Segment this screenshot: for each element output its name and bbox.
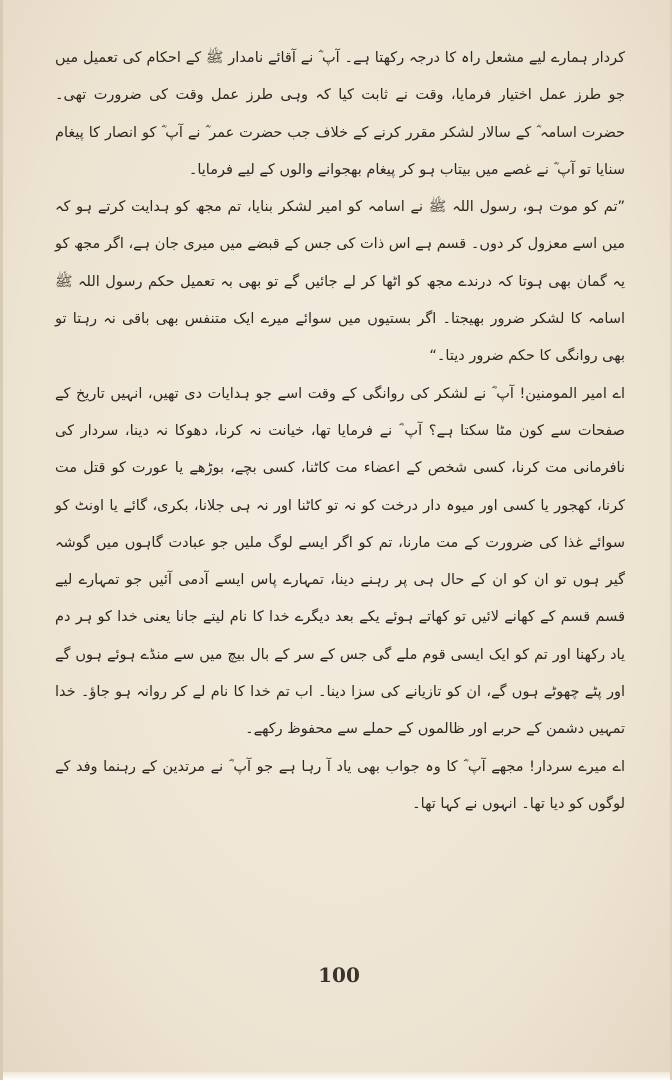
paragraph-2-quote: ”تم کو موت ہو، رسول اللہ ﷺ نے اسامہ کو امیر لشکر بنایا، تم مجھ کو ہدایت کرتے ہو کہ میں اسے معزول کر دوں۔ قسم ہے اس ذات کی جس کے قبضے میں میری جان ہے، اگر مجھ کو یہ گمان بھی ہوتا کہ درندے مجھ کو اٹھا کر لے جائیں گے تو بھی بہ تعمیل حکم رسول اللہ ﷺ اسامہ کا لشکر ضرور بھیجتا۔ اگر بستیوں میں سوائے میرے ایک متنفس بھی باقی نہ رہتا تو بھی روانگی کا حکم ضرور دیتا۔“ <box>55 199 625 365</box>
paragraph-4: اے میرے سردار! مجھے آپ ؓ کا وہ جواب بھی یاد آ رہا ہے جو آپ ؓ نے مرتدین کے رہنما وفد کے لوگوں کو دیا تھا۔ انہوں نے کہا تھا۔ <box>55 758 625 812</box>
page-number: 100 <box>318 963 360 987</box>
paragraph-1: کردار ہمارے لیے مشعل راہ کا درجہ رکھتا ہے۔ آپ ؓ نے آقائے نامدار ﷺ کے احکام کی تعمیل میں جو طرز عمل اختیار فرمایا، وقت نے ثابت کیا کہ وہی طرز عمل وقت کی ضرورت تھی۔ حضرت اسامہ ؓ کے سالار لشکر مقرر کرنے کے خلاف جب حضرت عمر ؓ نے آپ ؓ کو انصار کا پیغام سنایا تو آپ ؓ نے غصے میں بیتاب ہو کر پیغام بھجوانے والوں کے لیے فرمایا۔ <box>55 50 625 178</box>
paragraph-3: اے امیر المومنین! آپ ؓ نے لشکر کی روانگی کے وقت اسے جو ہدایات دی تھیں، انہیں تاریخ کے صفحات سے کون مٹا سکتا ہے؟ آپ ؓ نے فرمایا تھا، خیانت نہ کرنا، دھوکا نہ دینا، سردار کی نافرمانی مت کرنا، کسی شخص کے اعضاء مت کاٹنا، کسی بچے، بوڑھے یا عورت کو قتل مت کرنا، کھجور یا کسی اور میوہ دار درخت کو نہ تو کاٹنا اور نہ ہی جلانا، بکری، گائے یا اونٹ کو سوائے غذا کی ضرورت کے مت مارنا، تم کو اگر ایسے لوگ ملیں جو عبادت گاہوں میں گوشہ گیر ہوں تو ان کو ان کے حال ہی پر رہنے دینا، تمہارے پاس ایسے آدمی آئیں جو تمہارے لیے قسم قسم کے کھانے لائیں تو کھاتے ہوئے یکے بعد دیگرے خدا کا نام لیتے جانا یعنی خدا کو ہر دم یاد رکھنا اور تم کو ایک ایسی قوم ملے گی جس کے سر کے بال بیچ میں سے منڈے ہوئے ہوں گے اور پٹے چھوٹے ہوں گے، ان کو تازیانے کی سزا دینا۔ اب تم خدا کا نام لے کر روانہ ہو جاؤ۔ خدا تمہیں دشمن کے حربے اور ظالموں کے حملے سے محفوظ رکھے۔ <box>55 385 625 738</box>
urdu-text-body <box>55 40 625 823</box>
